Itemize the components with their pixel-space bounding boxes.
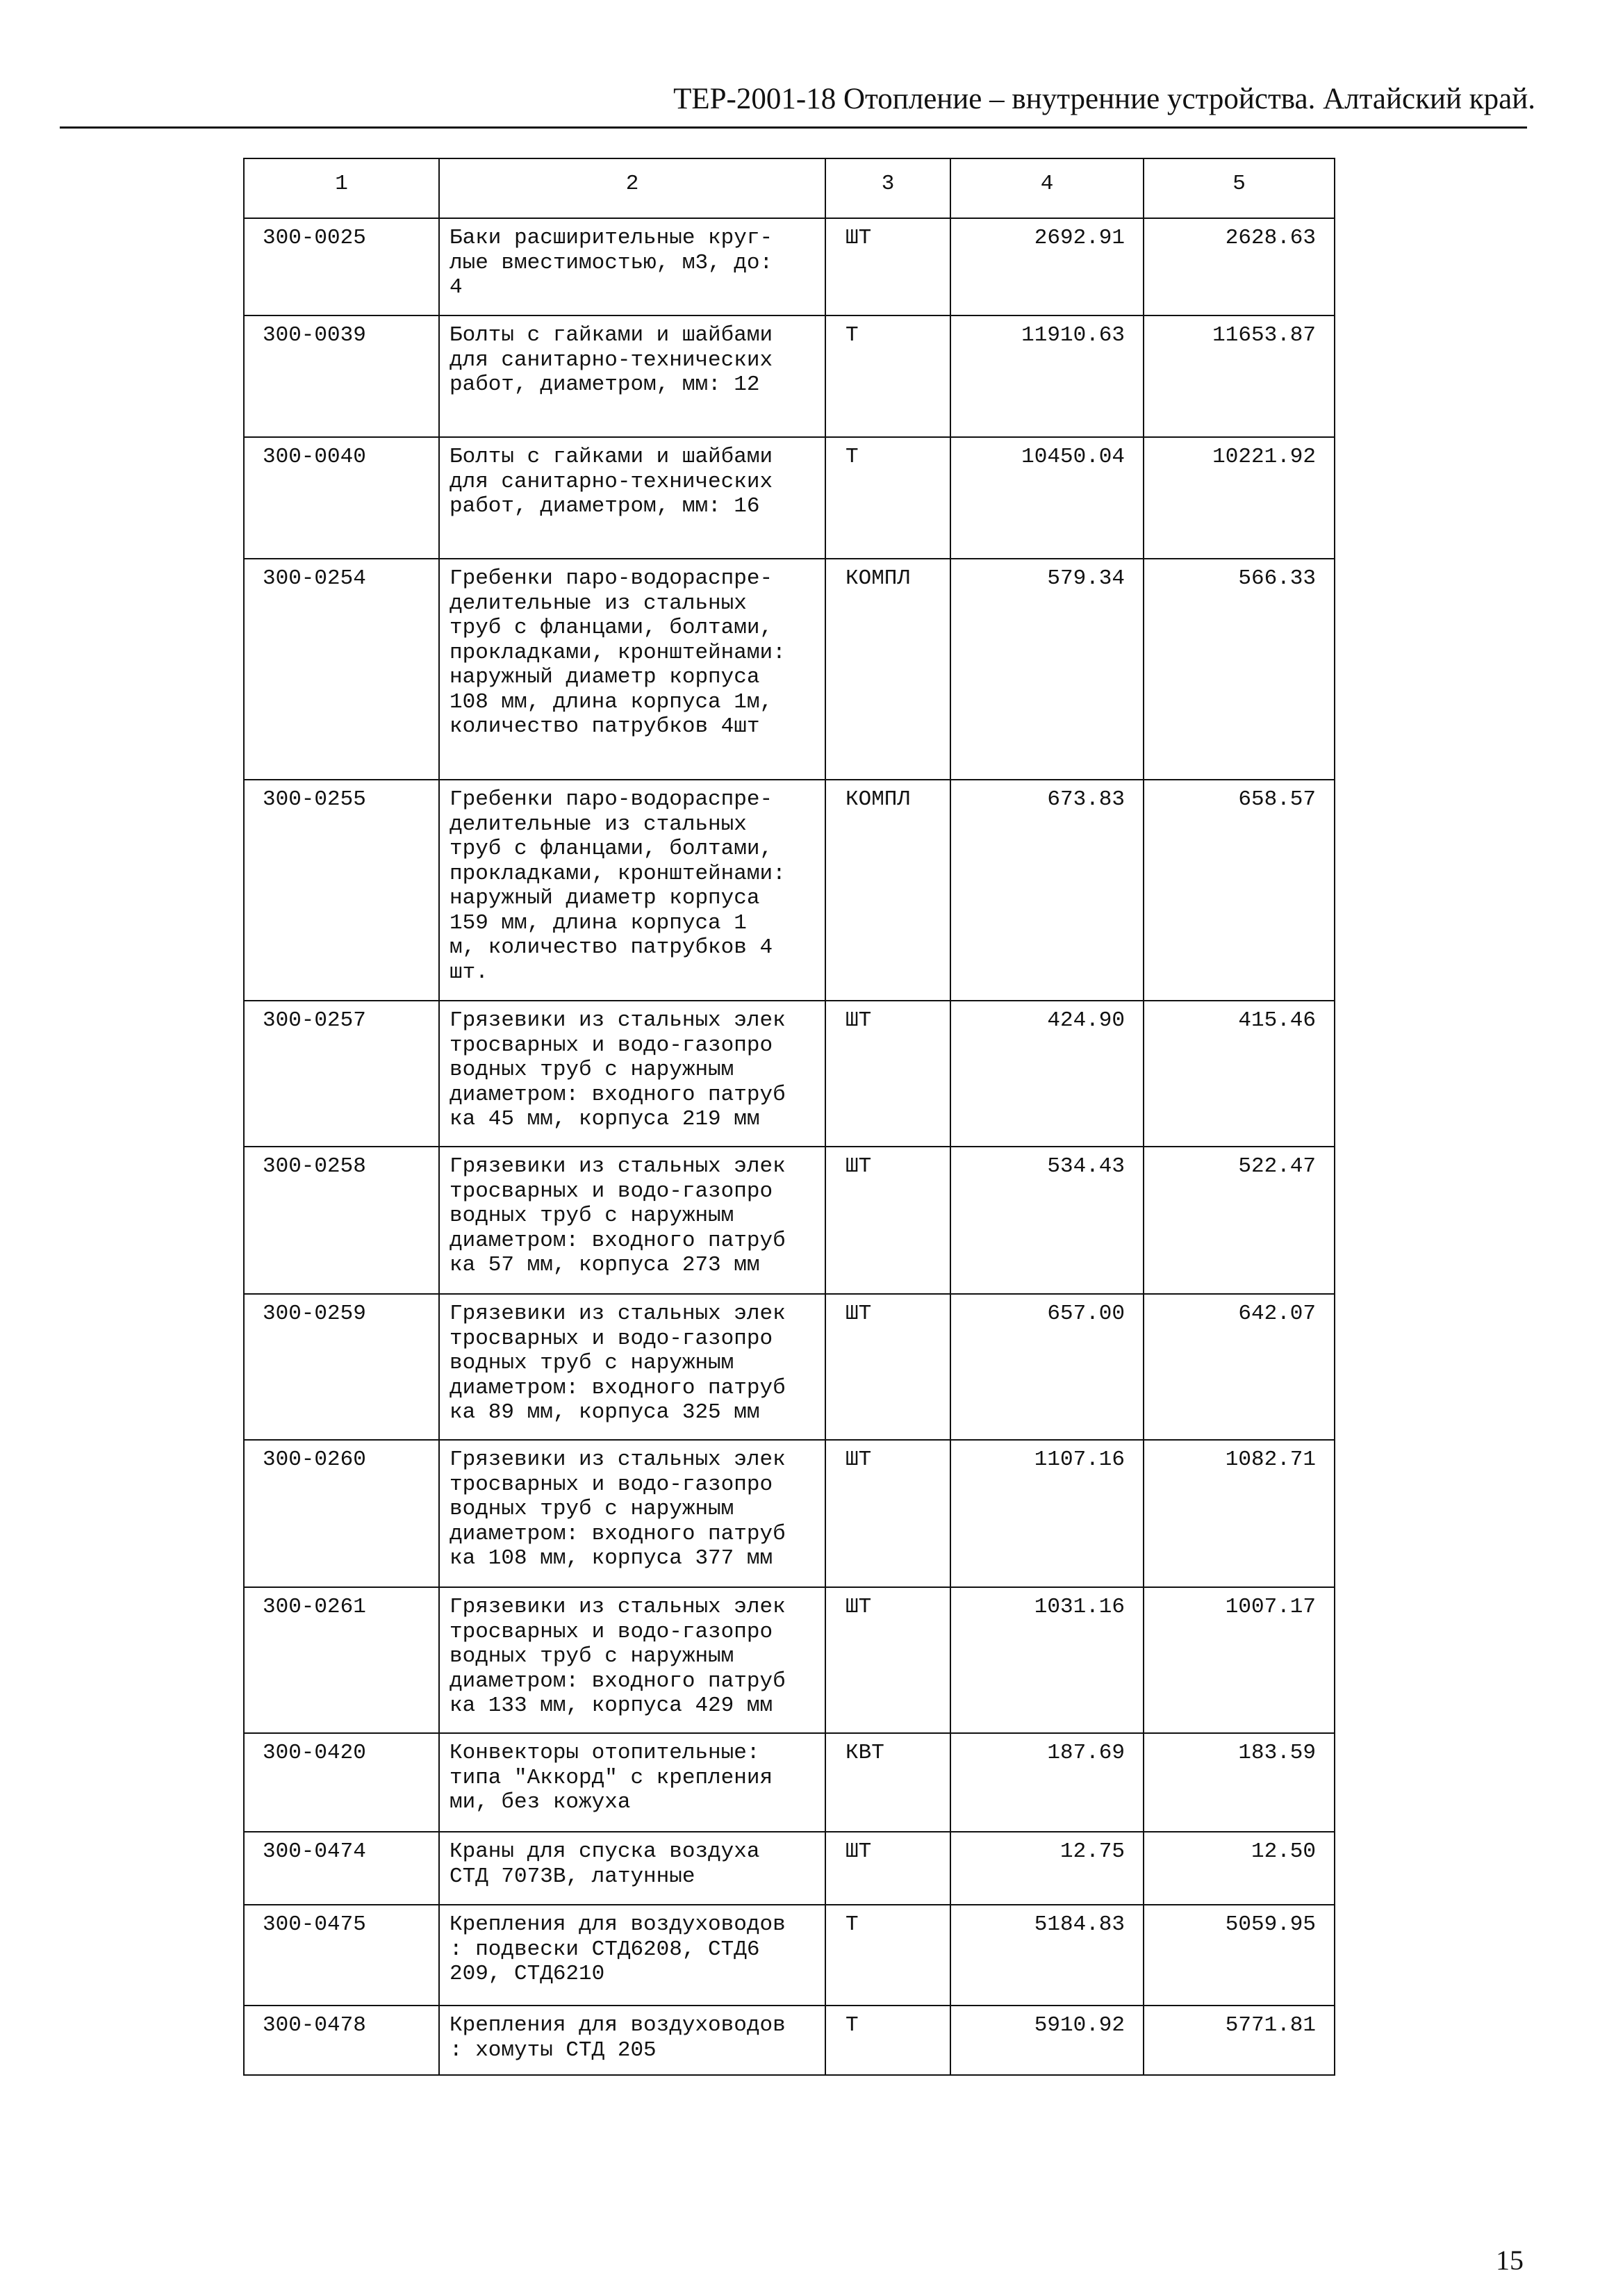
price-cell: 534.43	[950, 1147, 1144, 1294]
price-cell: 12.50	[1144, 1832, 1335, 1905]
price-cell: 10450.04	[950, 437, 1144, 559]
price-cell: 642.07	[1144, 1294, 1335, 1440]
material-name-cell: Грязевики из стальных элек тросварных и водо-газопро водных труб с наружным диаметром: входного патруб ка 45 мм, корпуса 219 мм	[439, 1001, 825, 1147]
material-name-cell: Гребенки паро-водораспре- делительные из стальных труб с фланцами, болтами, прокладками, кронштейнами: наружный диаметр корпуса 108 мм, длина корпуса 1м, количество патрубков 4шт	[439, 559, 825, 780]
unit-cell: ШТ	[825, 1440, 950, 1587]
table-row	[244, 559, 1335, 780]
price-cell: 5910.92	[950, 2006, 1144, 2075]
price-table	[243, 158, 1335, 2076]
material-code-cell: 300-0257	[244, 1001, 439, 1147]
unit-cell: КОМПЛ	[825, 780, 950, 1001]
column-number-row	[244, 158, 1335, 218]
unit-cell: ШТ	[825, 218, 950, 315]
material-name-cell: Грязевики из стальных элек тросварных и водо-газопро водных труб с наружным диаметром: входного патруб ка 108 мм, корпуса 377 мм	[439, 1440, 825, 1587]
material-name-cell: Грязевики из стальных элек тросварных и водо-газопро водных труб с наружным диаметром: входного патруб ка 57 мм, корпуса 273 мм	[439, 1147, 825, 1294]
column-number: 1	[244, 158, 439, 218]
price-cell: 5059.95	[1144, 1905, 1335, 2006]
material-name-cell: Баки расширительные круг- лые вместимостью, м3, до: 4	[439, 218, 825, 315]
table-row	[244, 1832, 1335, 1905]
price-cell: 566.33	[1144, 559, 1335, 780]
material-code-cell: 300-0040	[244, 437, 439, 559]
column-number: 5	[1144, 158, 1335, 218]
table-row	[244, 1001, 1335, 1147]
price-cell: 1107.16	[950, 1440, 1144, 1587]
material-name-cell: Гребенки паро-водораспре- делительные из стальных труб с фланцами, болтами, прокладками, кронштейнами: наружный диаметр корпуса 159 мм, длина корпуса 1 м, количество патрубков 4 шт.	[439, 780, 825, 1001]
table-row	[244, 1294, 1335, 1440]
table-row	[244, 780, 1335, 1001]
unit-cell: ШТ	[825, 1147, 950, 1294]
unit-cell: ШТ	[825, 1832, 950, 1905]
material-code-cell: 300-0474	[244, 1832, 439, 1905]
material-name-cell: Конвекторы отопительные: типа "Аккорд" с крепления ми, без кожуха	[439, 1733, 825, 1832]
price-cell: 12.75	[950, 1832, 1144, 1905]
column-number: 2	[439, 158, 825, 218]
price-cell: 2692.91	[950, 218, 1144, 315]
price-cell: 11910.63	[950, 315, 1144, 437]
price-cell: 657.00	[950, 1294, 1144, 1440]
unit-cell: Т	[825, 2006, 950, 2075]
unit-cell: Т	[825, 315, 950, 437]
material-code-cell: 300-0039	[244, 315, 439, 437]
price-cell: 658.57	[1144, 780, 1335, 1001]
price-cell: 1031.16	[950, 1587, 1144, 1733]
material-name-cell: Краны для спуска воздуха СТД 7073В, латунные	[439, 1832, 825, 1905]
table-row	[244, 218, 1335, 315]
table-row	[244, 1587, 1335, 1733]
column-number: 3	[825, 158, 950, 218]
header-divider	[60, 126, 1527, 129]
table-row	[244, 315, 1335, 437]
unit-cell: Т	[825, 437, 950, 559]
price-cell: 5771.81	[1144, 2006, 1335, 2075]
price-cell: 579.34	[950, 559, 1144, 780]
material-name-cell: Болты с гайками и шайбами для санитарно-технических работ, диаметром, мм: 12	[439, 315, 825, 437]
unit-cell: ШТ	[825, 1001, 950, 1147]
price-cell: 5184.83	[950, 1905, 1144, 2006]
material-name-cell: Крепления для воздуховодов : подвески СТД6208, СТД6 209, СТД6210	[439, 1905, 825, 2006]
price-cell: 673.83	[950, 780, 1144, 1001]
page-number: 15	[1496, 2245, 1524, 2276]
price-cell: 1007.17	[1144, 1587, 1335, 1733]
price-cell: 183.59	[1144, 1733, 1335, 1832]
material-code-cell: 300-0478	[244, 2006, 439, 2075]
material-code-cell: 300-0261	[244, 1587, 439, 1733]
page-header-title: ТЕР-2001-18 Отопление – внутренние устройства. Алтайский край.	[673, 83, 1535, 115]
material-code-cell: 300-0254	[244, 559, 439, 780]
material-name-cell: Болты с гайками и шайбами для санитарно-технических работ, диаметром, мм: 16	[439, 437, 825, 559]
price-cell: 522.47	[1144, 1147, 1335, 1294]
table-row	[244, 1440, 1335, 1587]
material-code-cell: 300-0258	[244, 1147, 439, 1294]
price-cell: 1082.71	[1144, 1440, 1335, 1587]
material-code-cell: 300-0420	[244, 1733, 439, 1832]
unit-cell: Т	[825, 1905, 950, 2006]
table-row	[244, 1733, 1335, 1832]
material-code-cell: 300-0260	[244, 1440, 439, 1587]
price-table-body	[244, 158, 1335, 2075]
material-code-cell: 300-0475	[244, 1905, 439, 2006]
material-name-cell: Крепления для воздуховодов : хомуты СТД 205	[439, 2006, 825, 2075]
price-cell: 424.90	[950, 1001, 1144, 1147]
unit-cell: КОМПЛ	[825, 559, 950, 780]
price-cell: 10221.92	[1144, 437, 1335, 559]
unit-cell: ШТ	[825, 1294, 950, 1440]
material-name-cell: Грязевики из стальных элек тросварных и водо-газопро водных труб с наружным диаметром: входного патруб ка 133 мм, корпуса 429 мм	[439, 1587, 825, 1733]
table-row	[244, 1147, 1335, 1294]
table-row	[244, 437, 1335, 559]
material-code-cell: 300-0025	[244, 218, 439, 315]
price-cell: 415.46	[1144, 1001, 1335, 1147]
unit-cell: КВТ	[825, 1733, 950, 1832]
price-cell: 2628.63	[1144, 218, 1335, 315]
table-row	[244, 2006, 1335, 2075]
table-row	[244, 1905, 1335, 2006]
column-number: 4	[950, 158, 1144, 218]
price-cell: 11653.87	[1144, 315, 1335, 437]
material-code-cell: 300-0255	[244, 780, 439, 1001]
price-cell: 187.69	[950, 1733, 1144, 1832]
unit-cell: ШТ	[825, 1587, 950, 1733]
material-code-cell: 300-0259	[244, 1294, 439, 1440]
material-name-cell: Грязевики из стальных элек тросварных и водо-газопро водных труб с наружным диаметром: входного патруб ка 89 мм, корпуса 325 мм	[439, 1294, 825, 1440]
